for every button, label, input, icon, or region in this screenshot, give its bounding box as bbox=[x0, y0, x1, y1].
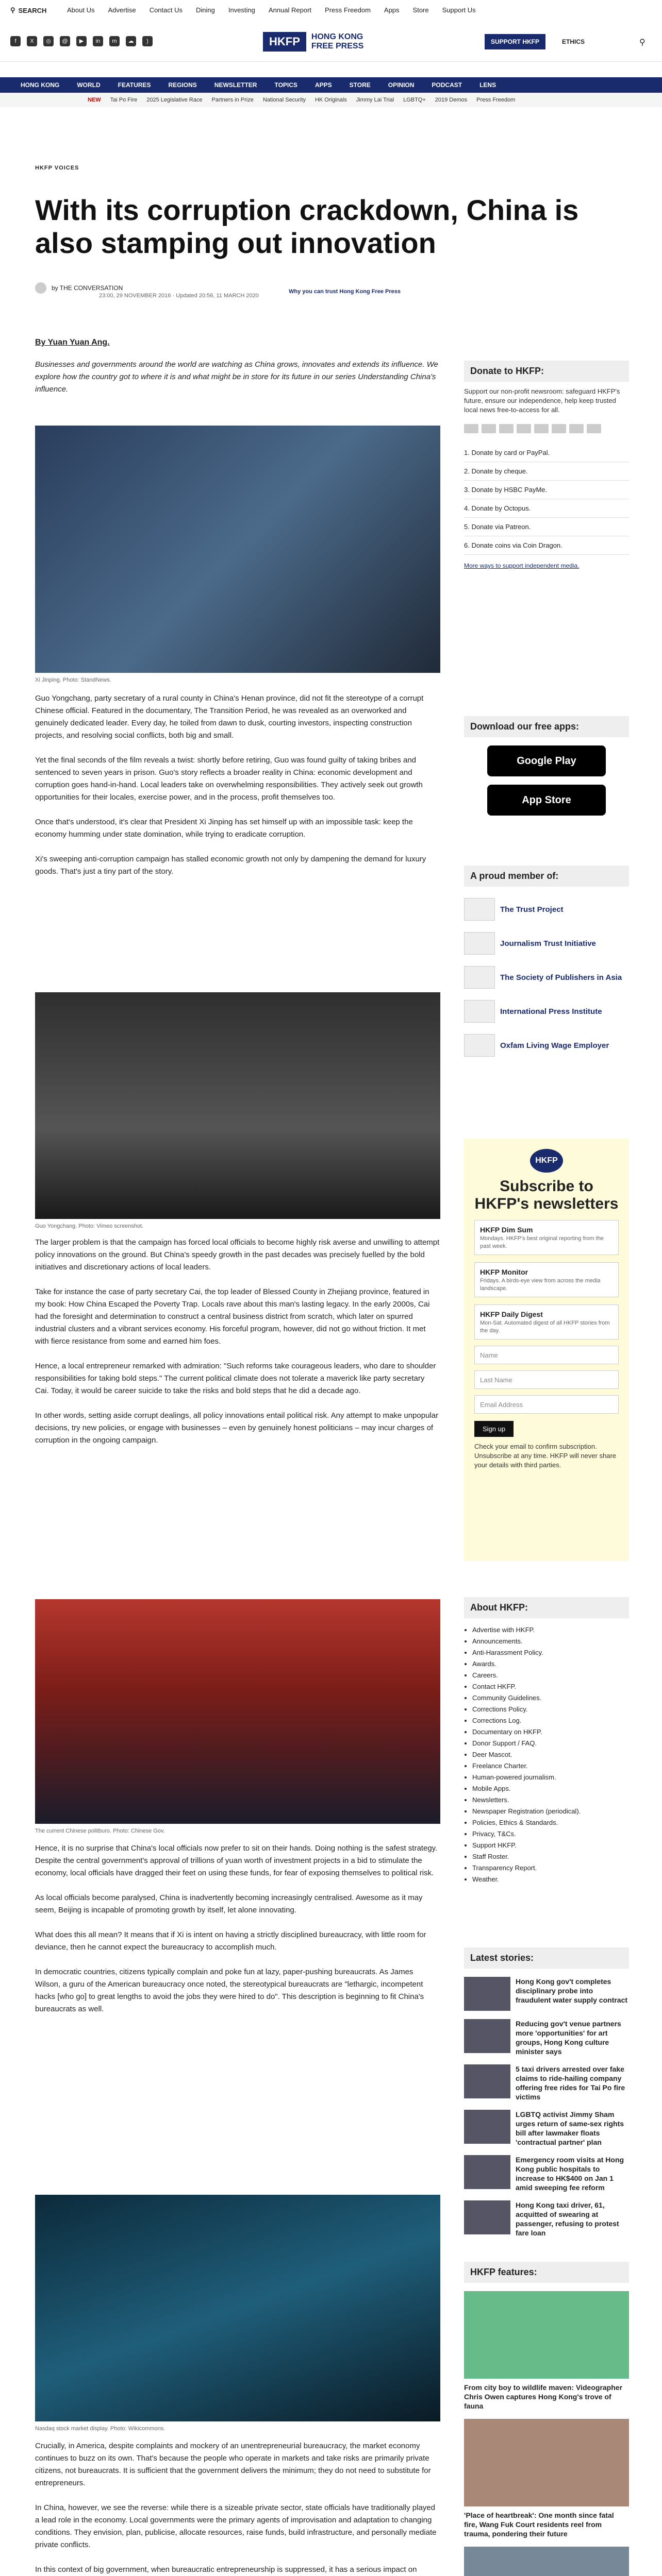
feature-title: From city boy to wildlife maven: Videographer Chris Owen captures Hong Kong's trove of fauna bbox=[464, 2383, 623, 2410]
top-link-support[interactable]: Support Us bbox=[442, 6, 476, 14]
story-title: Emergency room visits at Hong Kong public hospitals to increase to HK$400 on Jan 1 amid sweeping fee reform bbox=[516, 2156, 624, 2192]
about-link[interactable]: • Contact HKFP. bbox=[472, 1681, 629, 1692]
feature-story[interactable] bbox=[464, 2547, 629, 2576]
story-title: Hong Kong gov't completes disciplinary probe into fraudulent water supply contract bbox=[516, 1977, 628, 2004]
lead-paragraph: Businesses and governments around the world are watching as China grows, innovates and extends its influence. We explore how the country got to where it is and what might be in store for its future in our series Understanding China's influence. bbox=[35, 360, 438, 394]
latest-widget bbox=[464, 1947, 629, 2238]
top-link-press-freedom[interactable]: Press Freedom bbox=[325, 6, 371, 14]
card-icon bbox=[482, 424, 496, 433]
rss-icon[interactable]: ) bbox=[142, 36, 153, 46]
ipi-logo bbox=[464, 1000, 495, 1023]
features-heading: HKFP features: bbox=[464, 2262, 629, 2283]
search-button[interactable]: ⚲ SEARCH bbox=[10, 6, 47, 14]
search-icon-right[interactable]: ⚲ bbox=[639, 38, 646, 47]
about-link[interactable]: • Documentary on HKFP. bbox=[472, 1726, 629, 1738]
latest-heading: Latest stories: bbox=[464, 1947, 629, 1969]
donate-option[interactable]: 4. Donate by Octopus. bbox=[464, 499, 629, 518]
paragraph: In other words, setting aside corrupt dealings, all policy innovations entail political risk. Any attempt to make unpopular decisions, try new policies, or engage with businesses – even by genuinely honest politicians – may incur charges of corruption in the ongoing campaign. bbox=[35, 1411, 439, 1445]
paragraph: In China, however, we see the reverse: while there is a sizeable private sector, state officials have traditionally played a lead role in the economy. Local governments were the primary agents of improvisation and adaptation to changing conditions. They envision, plan, publicise, allocate resources, raise funds, build infrastructure, and personally mediate private conflicts. bbox=[35, 2503, 437, 2549]
threads-icon[interactable]: @ bbox=[60, 36, 70, 46]
about-link[interactable]: • Community Guidelines. bbox=[472, 1692, 629, 1704]
paragraph: Crucially, in America, despite complaints and mockery of an unentrepreneurial bureaucracy, the market economy continues to buzz on its own. That's because the people who operate in markets and take risks are primarily private citizens, not bureaucrats. It is sufficient that the government delivers the minimum; they do not need to substitute for entrepreneurs. bbox=[35, 2442, 431, 2487]
top-link-apps[interactable]: Apps bbox=[384, 6, 400, 14]
story-thumbnail bbox=[464, 2019, 510, 2053]
top-link-advertise[interactable]: Advertise bbox=[108, 6, 136, 14]
card-icon bbox=[534, 424, 549, 433]
about-link[interactable]: • Mobile Apps. bbox=[472, 1783, 629, 1794]
member-ipi[interactable] bbox=[464, 1000, 629, 1023]
story-thumbnail bbox=[464, 2110, 510, 2144]
ethics-link[interactable]: ETHICS bbox=[562, 38, 585, 45]
article-lead bbox=[35, 359, 440, 408]
nasdaq-photo bbox=[35, 2195, 440, 2421]
paragraph: Hence, a local entrepreneur remarked with admiration: "Such reforms take courageous leaders, who dare to shoulder responsibilities for taking bold steps." The current political climate does not tolerate a maverick like party secretary Cai. Today, it would be career suicide to take the risks and bold steps that he did a decade ago. bbox=[35, 1362, 436, 1395]
about-link[interactable]: • Transparency Report. bbox=[472, 1862, 629, 1874]
donate-option[interactable]: 1. Donate by card or PayPal. bbox=[464, 444, 629, 462]
linkedin-icon[interactable]: in bbox=[93, 36, 103, 46]
nav-world[interactable]: WORLD bbox=[77, 81, 101, 89]
donate-option[interactable]: 2. Donate by cheque. bbox=[464, 462, 629, 481]
latest-story[interactable] bbox=[464, 2155, 629, 2192]
about-link[interactable]: • Awards. bbox=[472, 1658, 629, 1670]
card-icon bbox=[517, 424, 531, 433]
newsletter-heading: Subscribe to HKFP's newsletters bbox=[474, 1178, 619, 1212]
member-jti[interactable] bbox=[464, 932, 629, 955]
newsletter-option-monitor[interactable] bbox=[474, 1262, 619, 1297]
member-trust-project[interactable] bbox=[464, 898, 629, 921]
oxfam-logo bbox=[464, 1034, 495, 1057]
member-label: The Trust Project bbox=[500, 905, 564, 914]
more-ways-link[interactable]: More ways to support independent media. bbox=[464, 562, 580, 569]
feature-image bbox=[464, 2291, 629, 2379]
about-link[interactable]: • Support HKFP. bbox=[472, 1840, 629, 1851]
features-widget bbox=[464, 2262, 629, 2576]
about-heading: About HKFP: bbox=[464, 1597, 629, 1618]
option-name: HKFP Monitor bbox=[480, 1268, 528, 1276]
apps-widget bbox=[464, 716, 629, 816]
politburo-photo bbox=[35, 1599, 440, 1824]
about-link[interactable]: • Human-powered journalism. bbox=[472, 1772, 629, 1783]
option-desc: Fridays. A birds-eye view from across the media landscape. bbox=[480, 1278, 601, 1292]
social-icons bbox=[10, 36, 153, 46]
card-icon bbox=[464, 424, 478, 433]
member-label: International Press Institute bbox=[500, 1007, 602, 1016]
author-link[interactable]: By Yuan Yuan Ang. bbox=[35, 338, 110, 347]
option-name: HKFP Dim Sum bbox=[480, 1226, 533, 1234]
sopa-logo bbox=[464, 966, 495, 989]
top-link-about[interactable]: About Us bbox=[67, 6, 95, 14]
nav-opinion[interactable]: OPINION bbox=[388, 81, 415, 89]
subnav-item[interactable]: LGBTQ+ bbox=[403, 97, 426, 103]
apps-heading: Download our free apps: bbox=[464, 716, 629, 737]
about-link[interactable]: • Deer Mascot. bbox=[472, 1749, 629, 1760]
photo-caption: The current Chinese politburo. Photo: Chinese Gov. bbox=[35, 1828, 165, 1834]
about-link[interactable]: • Advertise with HKFP. bbox=[472, 1624, 629, 1636]
top-link-store[interactable]: Store bbox=[412, 6, 429, 14]
newsletter-option-daily-digest[interactable] bbox=[474, 1304, 619, 1340]
last-name-field[interactable]: Last Name bbox=[474, 1370, 619, 1389]
feature-image bbox=[464, 2419, 629, 2506]
nav-features[interactable]: FEATURES bbox=[118, 81, 151, 89]
email-field[interactable]: Email Address bbox=[474, 1395, 619, 1414]
member-label: Journalism Trust Initiative bbox=[500, 939, 596, 948]
main-nav bbox=[0, 77, 662, 93]
member-widget bbox=[464, 866, 629, 1057]
support-hkfp-button[interactable]: SUPPORT HKFP bbox=[485, 34, 545, 49]
about-link[interactable]: • Freelance Charter. bbox=[472, 1760, 629, 1772]
member-oxfam[interactable] bbox=[464, 1034, 629, 1057]
feature-story[interactable] bbox=[464, 2291, 629, 2411]
top-link-dining[interactable]: Dining bbox=[196, 6, 215, 14]
trust-project-logo bbox=[464, 898, 495, 921]
about-link[interactable]: • Privacy, T&Cs. bbox=[472, 1828, 629, 1840]
jti-logo bbox=[464, 932, 495, 955]
paragraph: In this context of big government, when bureaucratic entrepreneurship is suppressed, it has a serious impact on bbox=[35, 2565, 417, 2574]
paragraph: Once that's understood, it's clear that President Xi Jinping has set himself up with an impossible task: keep the economy humming under state domination, while trying to eradicate corruption. bbox=[35, 818, 413, 839]
member-label: The Society of Publishers in Asia bbox=[500, 973, 622, 982]
member-heading: A proud member of: bbox=[464, 866, 629, 887]
donate-option[interactable]: 3. Donate by HSBC PayMe. bbox=[464, 481, 629, 499]
top-bar bbox=[0, 0, 662, 62]
guo-yongchang-photo bbox=[35, 992, 440, 1219]
top-link-investing[interactable]: Investing bbox=[228, 6, 255, 14]
subnav-item[interactable]: National Security bbox=[262, 97, 306, 103]
subnav-item[interactable]: 2025 Legislative Race bbox=[146, 97, 203, 103]
latest-story[interactable] bbox=[464, 2019, 629, 2056]
confirm-text: Check your email to confirm subscription. Unsubscribe at any time. HKFP will never share your details with third parties. bbox=[474, 1443, 617, 1469]
app-store-button[interactable]: App Store bbox=[487, 785, 606, 816]
nav-apps[interactable]: APPS bbox=[315, 81, 332, 89]
site-logo[interactable] bbox=[263, 32, 363, 52]
nav-newsletter[interactable]: NEWSLETTER bbox=[214, 81, 257, 89]
about-link[interactable]: • Announcements. bbox=[472, 1636, 629, 1647]
donate-widget bbox=[464, 361, 629, 569]
xi-jinping-photo bbox=[35, 426, 440, 673]
subnav-item[interactable]: Jimmy Lai Trial bbox=[356, 97, 394, 103]
about-link[interactable]: • Newsletters. bbox=[472, 1794, 629, 1806]
donate-option[interactable]: 5. Donate via Patreon. bbox=[464, 518, 629, 536]
instagram-icon[interactable]: ◎ bbox=[43, 36, 54, 46]
top-link-contact[interactable]: Contact Us bbox=[149, 6, 183, 14]
donate-text: Support our non-profit newsroom: safeguard HKFP's future, ensure our independence, help keep trusted local news free-to-access for all. bbox=[464, 387, 620, 414]
subnav-item[interactable]: Partners in Prize bbox=[211, 97, 254, 103]
logo-line-2: FREE PRESS bbox=[311, 42, 364, 50]
trust-link[interactable]: Why you can trust Hong Kong Free Press bbox=[289, 289, 401, 295]
latest-story[interactable] bbox=[464, 2110, 629, 2147]
facebook-icon[interactable]: f bbox=[10, 36, 21, 46]
nav-topics[interactable]: TOPICS bbox=[274, 81, 297, 89]
story-title: 5 taxi drivers arrested over fake claims to ride-hailing company offering free rides for Tai Po fire victims bbox=[516, 2065, 625, 2101]
top-link-annual-report[interactable]: Annual Report bbox=[268, 6, 312, 14]
newsletter-option-dim-sum[interactable] bbox=[474, 1220, 619, 1255]
subnav-item[interactable]: 2019 Demos bbox=[435, 97, 468, 103]
about-link[interactable]: • Donor Support / FAQ. bbox=[472, 1738, 629, 1749]
card-icon bbox=[569, 424, 584, 433]
paragraph: As local officials become paralysed, China is inadvertently becoming increasingly centralised. Awesome as it may seem, Beijing is incapable of promoting growth by itself, let alone innovating. bbox=[35, 1893, 423, 1914]
newsletter-widget bbox=[464, 1139, 629, 1561]
option-desc: Mon-Sat. Automated digest of all HKFP stories from the day. bbox=[480, 1320, 610, 1334]
about-link[interactable]: • Newspaper Registration (periodical). bbox=[472, 1806, 629, 1817]
byline-source[interactable]: by THE CONVERSATION bbox=[52, 284, 123, 292]
name-field[interactable]: Name bbox=[474, 1346, 619, 1364]
nav-lens[interactable]: LENS bbox=[479, 81, 496, 89]
paragraph: What does this all mean? It means that if Xi is intent on having a strictly disciplined bureaucracy, with little room for deviance, then he cannot expect the bureaucracy to accomplish much. bbox=[35, 1930, 426, 1952]
mastodon-icon[interactable]: m bbox=[109, 36, 120, 46]
story-thumbnail bbox=[464, 1977, 510, 2011]
subnav-item[interactable]: Press Freedom bbox=[476, 97, 516, 103]
donate-option[interactable]: 6. Donate coins via Coin Dragon. bbox=[464, 536, 629, 555]
about-link[interactable]: • Staff Roster. bbox=[472, 1851, 629, 1862]
logo-text bbox=[311, 32, 363, 51]
latest-story[interactable] bbox=[464, 1977, 629, 2011]
subnav-item[interactable]: HK Originals bbox=[315, 97, 347, 103]
author-avatar bbox=[35, 282, 46, 294]
story-title: LGBTQ activist Jimmy Sham urges return of same-sex rights bill after lawmaker floats 'contractual partner' plan bbox=[516, 2110, 624, 2146]
article-kicker[interactable]: HKFP VOICES bbox=[35, 165, 79, 171]
google-play-button[interactable]: Google Play bbox=[487, 745, 606, 776]
card-icon bbox=[587, 424, 601, 433]
nav-hong-kong[interactable]: HONG KONG bbox=[21, 81, 60, 89]
story-thumbnail bbox=[464, 2064, 510, 2098]
new-badge: NEW bbox=[88, 97, 101, 103]
nav-regions[interactable]: REGIONS bbox=[168, 81, 197, 89]
paragraph: The larger problem is that the campaign has forced local officials to become highly risk averse and unwilling to attempt policy innovations on the ground. But China's speedy growth in the past decades was precisely fuelled by the bold initiatives and discretionary actions of local leaders. bbox=[35, 1238, 440, 1272]
card-icon bbox=[499, 424, 514, 433]
nav-store[interactable]: STORE bbox=[349, 81, 371, 89]
story-thumbnail bbox=[464, 2155, 510, 2189]
option-name: HKFP Daily Digest bbox=[480, 1310, 543, 1318]
feature-image bbox=[464, 2547, 629, 2576]
article-body-3 bbox=[35, 1842, 440, 2028]
publish-date: 23:00, 29 NOVEMBER 2016 · Updated 20:56, 11 MARCH 2020 bbox=[99, 293, 259, 299]
about-list bbox=[464, 1624, 629, 1885]
photo-caption: Xi Jinping. Photo: StandNews. bbox=[35, 677, 111, 683]
about-link[interactable]: • Corrections Policy. bbox=[472, 1704, 629, 1715]
about-link[interactable]: • Weather. bbox=[472, 1874, 629, 1885]
option-desc: Mondays. HKFP's best original reporting from the past week. bbox=[480, 1235, 604, 1249]
logo-mark: HKFP bbox=[263, 32, 306, 52]
latest-story[interactable] bbox=[464, 2064, 629, 2102]
about-link[interactable]: • Corrections Log. bbox=[472, 1715, 629, 1726]
about-link[interactable]: • Policies, Ethics & Standards. bbox=[472, 1817, 629, 1828]
donate-heading: Donate to HKFP: bbox=[464, 361, 629, 382]
sign-up-button[interactable]: Sign up bbox=[474, 1421, 514, 1437]
paragraph: In democratic countries, citizens typically complain and poke fun at lazy, paper-pushing bureaucrats. As James Wilson, a guru of the American bureaucracy once noted, the stereotypical bureaucrats are "lethargic, incompetent hacks [who go] to great lengths to avoid the jobs they were hired to do". This description is beginning to fit China's bureaucrats as well. bbox=[35, 1968, 424, 2013]
card-icon bbox=[552, 424, 566, 433]
paragraph: Xi's sweeping anti-corruption campaign has stalled economic growth not only by dampening the demand for luxury goods. That's just a tiny part of the story. bbox=[35, 855, 426, 876]
top-links bbox=[67, 6, 476, 14]
article-body-1 bbox=[35, 692, 440, 890]
newsletter-badge: HKFP bbox=[530, 1149, 563, 1173]
about-widget bbox=[464, 1597, 629, 1885]
member-label: Oxfam Living Wage Employer bbox=[500, 1041, 609, 1050]
feature-title: 'Place of heartbreak': One month since fatal fire, Wang Fuk Court residents reel from trauma, pondering their future bbox=[464, 2511, 614, 2538]
story-title: Reducing gov't venue partners more 'opportunities' for art groups, Hong Kong culture minister says bbox=[516, 2020, 621, 2056]
bluesky-icon[interactable]: ☁ bbox=[126, 36, 136, 46]
story-title: Hong Kong taxi driver, 61, acquitted of swearing at passenger, refusing to protest fare loan bbox=[516, 2201, 619, 2237]
about-link[interactable]: • Anti-Harassment Policy. bbox=[472, 1647, 629, 1658]
photo-caption: Nasdaq stock market display. Photo: Wikicommons. bbox=[35, 2426, 166, 2432]
article-title: With its corruption crackdown, China is also stamping out innovation bbox=[35, 194, 579, 259]
article-body-2 bbox=[35, 1236, 440, 1459]
x-icon[interactable]: X bbox=[27, 36, 37, 46]
logo-line-1: HONG KONG bbox=[311, 32, 363, 41]
subnav-item[interactable]: Tai Po Fire bbox=[110, 97, 138, 103]
about-link[interactable]: • Careers. bbox=[472, 1670, 629, 1681]
youtube-icon[interactable]: ▶ bbox=[76, 36, 87, 46]
paragraph: Yet the final seconds of the film reveals a twist: shortly before retiring, Guo was found guilty of taking bribes and sentenced to seven years in prison. Guo's story reflects a broader reality in China: economic development and corruption goes hand-in-hand. Local leaders take on overwhelming responsibilities. They actively seek out growth opportunities for their locales, exercise power, and in the process, profit themselves too. bbox=[35, 756, 423, 802]
payment-icons bbox=[464, 424, 629, 433]
paragraph: Take for instance the case of party secretary Cai, the top leader of Blessed County in Zhejiang province, featured in my book: How China Escaped the Poverty Trap. Locals rave about this man's lasting legacy. In the early 2000s, Cai had the foresight and determination to construct a central business district from scratch, which later on spurred industrial clusters and a vibrant services economy. His forceful program, however, did not go without friction. It met with fierce resistance from some and earned him foes. bbox=[35, 1287, 430, 1346]
photo-caption: Guo Yongchang. Photo: Vimeo screenshot. bbox=[35, 1223, 144, 1229]
article-body-4 bbox=[35, 2440, 440, 2576]
paragraph: Guo Yongchang, party secretary of a rural county in China's Henan province, did not fit the stereotype of a corrupt Chinese official. Featured in the documentary, The Transition Period, he was revealed as an overworked and genuinely dedicated leader. Every day, he toiled from dawn to dusk, courting investors, inspecting construction projects, and resolving social conflicts, both big and small. bbox=[35, 694, 424, 740]
member-sopa[interactable] bbox=[464, 966, 629, 989]
nav-podcast[interactable]: PODCAST bbox=[432, 81, 462, 89]
byline bbox=[35, 282, 259, 299]
latest-story[interactable] bbox=[464, 2200, 629, 2238]
paragraph: Hence, it is no surprise that China's local officials now prefer to sit on their hands. Doing nothing is the safest strategy. Despite the central government's approval of trillions of yuan worth of investment projects in a bid to stimulate the economy, local officials have dragged their feet on using these funds, for fear of exposing themselves to political risk. bbox=[35, 1844, 438, 1877]
search-icon: ⚲ bbox=[10, 6, 15, 14]
feature-story[interactable] bbox=[464, 2419, 629, 2538]
story-thumbnail bbox=[464, 2200, 510, 2234]
sub-nav bbox=[0, 93, 662, 107]
donate-options bbox=[464, 444, 629, 555]
